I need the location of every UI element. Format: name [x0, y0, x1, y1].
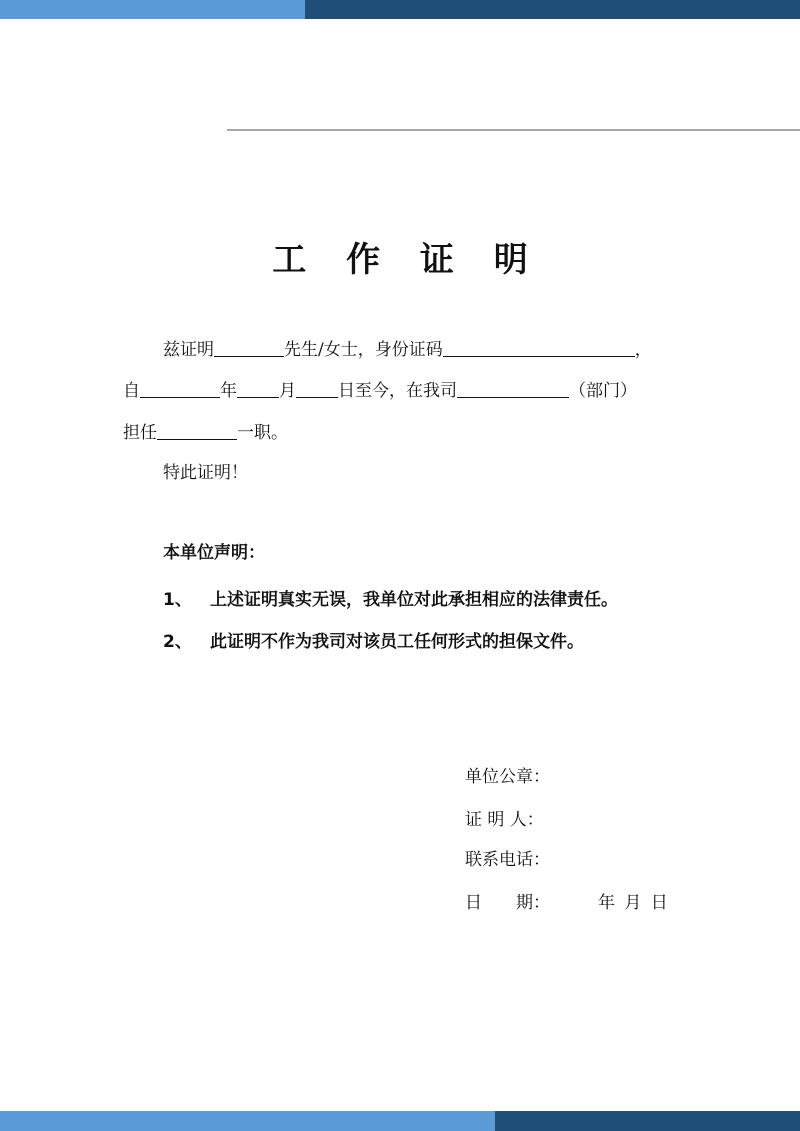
- header-rule: [227, 129, 800, 131]
- date-label: 日 期：: [465, 893, 550, 913]
- footer-bar-light: [0, 1111, 495, 1131]
- page-title: 工 作 证 明: [272, 240, 542, 280]
- item-number: 2、: [163, 632, 192, 652]
- id-number-blank[interactable]: [443, 338, 635, 357]
- text: 先生/女士，身份证码: [284, 340, 443, 360]
- text: 一职。: [237, 423, 288, 443]
- statement-item: [163, 588, 618, 612]
- text: 担任: [123, 423, 157, 443]
- year-blank[interactable]: [140, 379, 220, 398]
- body-line-1: [163, 338, 652, 362]
- text: 兹证明: [163, 340, 214, 360]
- statement-heading: 本单位声明：: [163, 543, 265, 563]
- body-line-3: [123, 421, 288, 445]
- statement-item: [163, 630, 584, 654]
- text: 月: [279, 381, 296, 401]
- header-bar-dark: [305, 0, 800, 19]
- department-blank[interactable]: [457, 379, 569, 398]
- text: 自: [123, 381, 140, 401]
- header-bar-light: [0, 0, 305, 19]
- item-number: 1、: [163, 590, 192, 610]
- item-text: 此证明不作为我司对该员工任何形式的担保文件。: [210, 632, 584, 652]
- closing-text: 特此证明！: [163, 463, 248, 483]
- day-blank[interactable]: [296, 379, 338, 398]
- header-bar: [0, 0, 800, 19]
- date-value: 年 月 日: [598, 893, 668, 913]
- footer-bar: [0, 1111, 800, 1131]
- month-blank[interactable]: [237, 379, 279, 398]
- footer-bar-dark: [495, 1111, 800, 1131]
- name-blank[interactable]: [214, 338, 284, 357]
- certifier-label: 证 明 人：: [465, 810, 544, 830]
- text: 日至今，在我司: [338, 381, 457, 401]
- position-blank[interactable]: [157, 421, 237, 440]
- text: ，: [634, 340, 652, 360]
- text: 年: [220, 381, 237, 401]
- body-line-2: [123, 379, 637, 403]
- seal-label: 单位公章：: [465, 767, 550, 787]
- phone-label: 联系电话：: [465, 850, 550, 870]
- text: （部门）: [569, 381, 637, 401]
- item-text: 上述证明真实无误，我单位对此承担相应的法律责任。: [210, 590, 618, 610]
